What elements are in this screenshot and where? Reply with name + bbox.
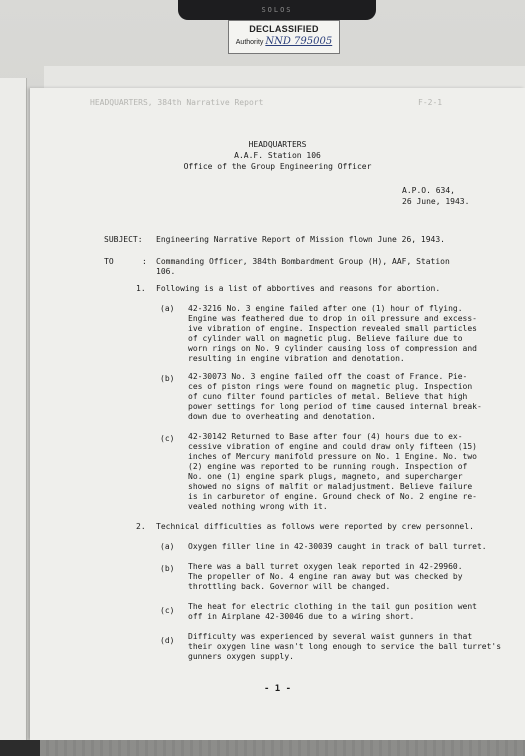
to-label: TO [104,257,114,266]
to-colon: : [142,257,147,266]
bleed-through-text-left: HEADQUARTERS, 384th Narrative Report [90,98,264,107]
declassified-stamp [228,20,340,54]
item-1a-line: Engine was feathered due to drop in oil pressure and excess- [188,314,477,323]
item-2a-text: Oxygen filler line in 42-30039 caught in track of ball turret. [188,542,487,551]
item-1c-line: 42-30142 Returned to Base after four (4) hours due to ex- [188,432,463,441]
item-2d-line: their oxygen line wasn't long enough to service the ball turret's [188,642,502,651]
item-1c-text [188,432,477,512]
item-2d-line: Difficulty was experienced by several waist gunners in that [188,632,473,641]
item-1b-line: down due to overheating and denotation. [188,412,376,421]
section-1-text: Following is a list of abbortives and reasons for abortion. [156,284,441,293]
item-2c-label: (c) [160,606,175,615]
apo-line: A.P.O. 634, [402,186,455,195]
item-1c-line: inches of Mercury manifold pressure on No. 1 Engine. No. two [188,452,477,461]
item-1b-line: of cuno filter found particles of metal. Believe that high [188,392,468,401]
item-1b-text [188,372,482,422]
item-2b-text [188,562,463,592]
item-1a-text [188,304,477,364]
item-1a-line: 42-3216 No. 3 engine failed after one (1) hour of flying. [188,304,463,313]
item-1b-line: ces of piston rings were found on magnetic plug. Inspection [188,382,473,391]
item-2b-line: The propeller of No. 4 engine ran away but was checked by [188,572,463,581]
item-1c-line: showed no signs of malfit or maladjustment. Believe failure [188,482,473,491]
stamp-title: DECLASSIFIED [249,24,319,34]
stamp-authority [229,36,339,47]
item-1c-line: cessive vibration of engine and could draw only fifteen (15) [188,442,477,451]
item-1a-label: (a) [160,304,175,313]
page-number: - 1 - [263,684,292,694]
item-1c-line: vealed nothing wrong with it. [188,502,328,511]
item-1c-line: No. one (1) engine spark plugs, magneto, and supercharger [188,472,463,481]
header-line-1: HEADQUARTERS [248,140,307,149]
item-1c-line: is in carburetor of engine. Ground check of No. 2 engine re- [188,492,477,501]
header-line-3: Office of the Group Engineering Officer [183,162,372,171]
item-1b-label: (b) [160,374,175,383]
stamp-authority-value: NND 795005 [265,36,333,47]
document-page [30,88,525,740]
item-2b-line: There was a ball turret oxygen leak reported in 42-29960. [188,562,463,571]
item-2c-text [188,602,477,622]
item-1a-line: of cylinder wall on magnetic plug. Believe failure due to [188,334,463,343]
section-1-number: 1. [136,284,146,293]
clip-label: SOLOS [261,6,293,14]
item-1b-line: 42-30073 No. 3 engine failed off the coast of France. Pie- [188,372,468,381]
date-line: 26 June, 1943. [402,197,470,206]
item-1a-line: worn rings on No. 9 cylinder causing loss of compression and [188,344,477,353]
item-1a-line: resulting in engine vibration and denotation. [188,354,405,363]
item-2b-label: (b) [160,564,175,573]
subject-text: Engineering Narrative Report of Mission flown June 26, 1943. [156,235,445,244]
item-2d-text [188,632,501,662]
underlying-sheet-left [0,78,27,756]
bleed-through-text-right: F-2-1 [418,98,443,107]
binder-clip [178,0,376,20]
item-2a-label: (a) [160,542,175,551]
header-line-2: A.A.F. Station 106 [234,151,321,160]
underlying-page-edge [40,740,525,756]
item-2d-label: (d) [160,636,175,645]
item-1a-line: ive vibration of engine. Inspection revealed small particles [188,324,477,333]
scan-bottom-edge [0,740,525,756]
to-line-1: Commanding Officer, 384th Bombardment Group (H), AAF, Station [156,257,450,266]
subject-label: SUBJECT: [104,235,143,244]
item-2b-line: throttling back. Governor will be changed. [188,582,391,591]
item-1c-label: (c) [160,434,175,443]
to-line-2: 106. [156,267,176,276]
section-2-text: Technical difficulties as follows were reported by crew personnel. [156,522,474,531]
section-2-number: 2. [136,522,146,531]
item-2c-line: The heat for electric clothing in the tail gun position went [188,602,477,611]
stamp-authority-label: Authority [235,39,264,46]
item-2d-line: gunners oxygen supply. [188,652,294,661]
item-1b-line: power settings for long period of time caused internal break- [188,402,482,411]
item-2c-line: off in Airplane 42-30046 due to a wiring short. [188,612,415,621]
item-1c-line: (2) engine was reported to be running rough. Inspection of [188,462,468,471]
